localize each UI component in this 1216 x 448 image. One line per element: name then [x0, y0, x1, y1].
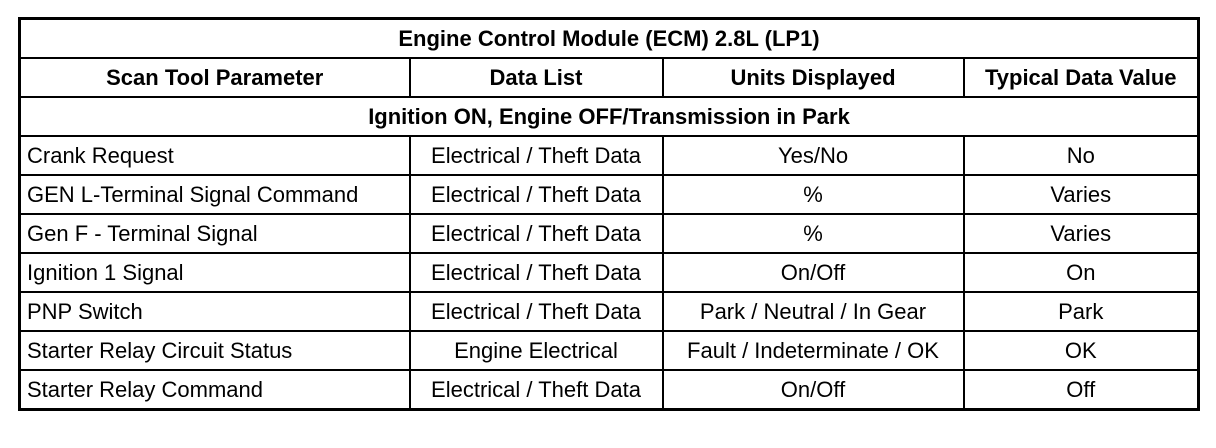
table-row	[20, 331, 1199, 370]
table-header-row	[20, 58, 1199, 97]
parameter-cell: Starter Relay Circuit Status	[20, 331, 410, 370]
parameter-cell: Crank Request	[20, 136, 410, 175]
data-list-cell: Electrical / Theft Data	[410, 136, 663, 175]
typical-value-cell: Varies	[964, 175, 1199, 214]
typical-value-cell: Off	[964, 370, 1199, 410]
section-heading: Ignition ON, Engine OFF/Transmission in Park	[20, 97, 1199, 136]
column-header-typical-value: Typical Data Value	[964, 58, 1199, 97]
units-cell: Yes/No	[663, 136, 964, 175]
typical-value-cell: OK	[964, 331, 1199, 370]
table-row	[20, 253, 1199, 292]
units-cell: On/Off	[663, 370, 964, 410]
parameter-cell: Ignition 1 Signal	[20, 253, 410, 292]
units-cell: On/Off	[663, 253, 964, 292]
section-row	[20, 97, 1199, 136]
ecm-data-table	[18, 17, 1200, 411]
parameter-cell: GEN L-Terminal Signal Command	[20, 175, 410, 214]
data-list-cell: Electrical / Theft Data	[410, 253, 663, 292]
column-header-units: Units Displayed	[663, 58, 964, 97]
data-list-cell: Electrical / Theft Data	[410, 292, 663, 331]
table-row	[20, 214, 1199, 253]
table-row	[20, 292, 1199, 331]
data-list-cell: Electrical / Theft Data	[410, 214, 663, 253]
typical-value-cell: Park	[964, 292, 1199, 331]
data-list-cell: Electrical / Theft Data	[410, 175, 663, 214]
typical-value-cell: No	[964, 136, 1199, 175]
table-title-row	[20, 19, 1199, 59]
typical-value-cell: Varies	[964, 214, 1199, 253]
table-title: Engine Control Module (ECM) 2.8L (LP1)	[20, 19, 1199, 59]
column-header-parameter: Scan Tool Parameter	[20, 58, 410, 97]
data-list-cell: Engine Electrical	[410, 331, 663, 370]
column-header-data-list: Data List	[410, 58, 663, 97]
units-cell: %	[663, 214, 964, 253]
parameter-cell: Starter Relay Command	[20, 370, 410, 410]
units-cell: Park / Neutral / In Gear	[663, 292, 964, 331]
typical-value-cell: On	[964, 253, 1199, 292]
data-list-cell: Electrical / Theft Data	[410, 370, 663, 410]
table-row	[20, 370, 1199, 410]
units-cell: %	[663, 175, 964, 214]
parameter-cell: Gen F - Terminal Signal	[20, 214, 410, 253]
parameter-cell: PNP Switch	[20, 292, 410, 331]
table-row	[20, 136, 1199, 175]
table-row	[20, 175, 1199, 214]
units-cell: Fault / Indeterminate / OK	[663, 331, 964, 370]
